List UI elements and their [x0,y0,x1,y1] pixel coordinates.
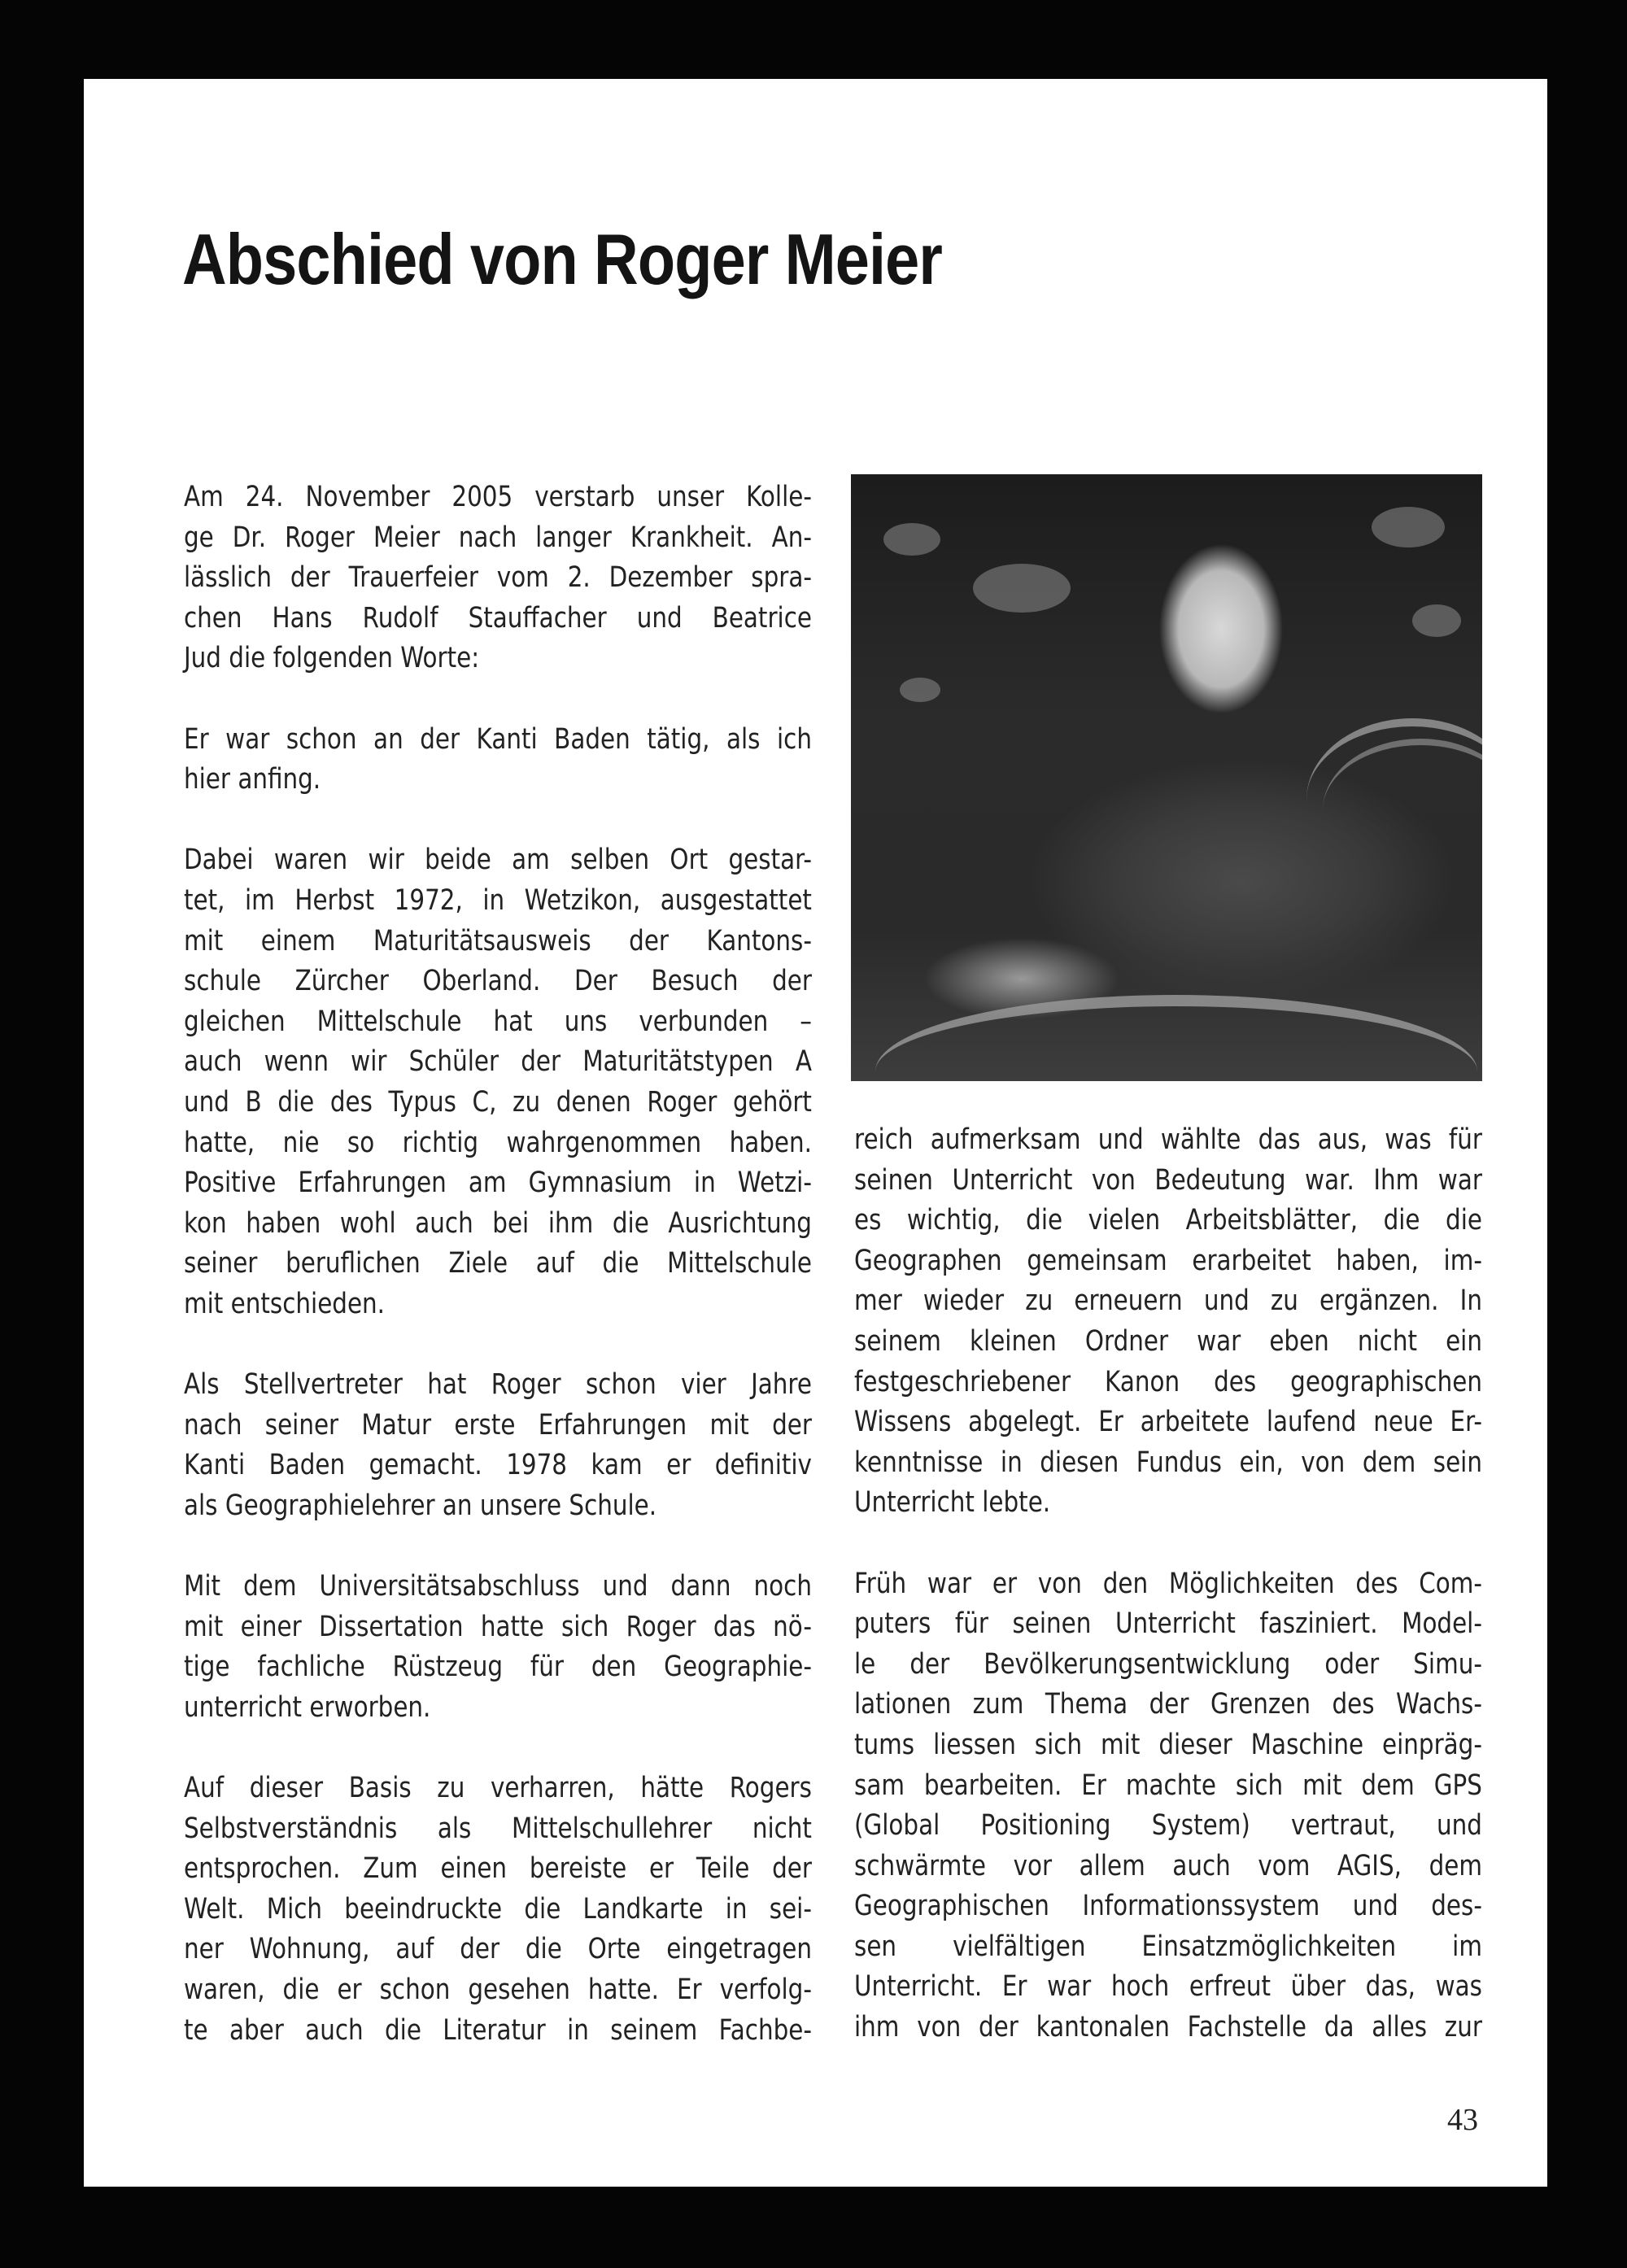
chair-armrest [875,995,1477,1071]
text-line: seiner beruflichen Ziele auf die Mittelschule [184,1247,812,1280]
paragraph [854,1564,1482,2048]
text-line: Unterricht. Er war hoch erfreut über das, was [854,1970,1482,2004]
text-line: mit entschieden. [184,1287,386,1320]
text-line: Positive Erfahrungen am Gymnasium in Wetzi- [184,1167,812,1200]
portrait-photo [851,474,1482,1081]
foliage-highlight [900,678,940,702]
paragraph-gap [184,1526,812,1567]
paragraph-gap [184,679,812,720]
text-line: ner Wohnung, auf der die Orte eingetragen [184,1933,812,1966]
text-line: schule Zürcher Oberland. Der Besuch der [184,965,812,998]
text-line: le der Bevölkerungsentwicklung oder Simu- [854,1647,1482,1681]
text-line: kon haben wohl auch bei ihm die Ausrichtung [184,1206,812,1240]
foliage-highlight [973,564,1071,613]
text-line: mer wieder zu erneuern und zu ergänzen. In [854,1284,1482,1318]
text-line: Geographischen Informationssystem und des- [854,1890,1482,1923]
paragraph-gap [184,1728,812,1769]
text-line: Dabei waren wir beide am selben Ort gestar- [184,844,812,877]
text-line: (Global Positioning System) vertraut, und [854,1809,1482,1843]
text-line: ihm von der kantonalen Fachstelle da alles zur [854,2011,1482,2044]
paragraph [184,720,812,800]
paragraph [854,1120,1482,1524]
article-title: Abschied von Roger Meier [182,219,942,299]
text-line: Mit dem Universitätsabschluss und dann noch [184,1570,812,1603]
text-line: Jud die folgenden Worte: [184,642,480,675]
text-line: tet, im Herbst 1972, in Wetzikon, ausgestattet [184,883,812,917]
right-text-column [854,1120,1482,2048]
text-line: Auf dieser Basis zu verharren, hätte Rogers [184,1772,812,1804]
text-line: auch wenn wir Schüler der Maturitätstypen A [184,1045,812,1079]
text-line: seinem kleinen Ordner war eben nicht ein [854,1324,1482,1358]
text-line: lässlich der Trauerfeier vom 2. Dezember spra- [184,561,812,595]
text-line: tums liessen sich mit dieser Maschine einpräg- [854,1728,1482,1761]
text-line: Wissens abgelegt. Er arbeitete laufend neue Er- [854,1406,1482,1439]
paragraph [184,478,812,679]
text-line: es wichtig, die vielen Arbeitsblätter, die die [854,1204,1482,1237]
text-line: Er war schon an der Kanti Baden tätig, als ich [184,722,812,756]
text-line: waren, die er schon gesehen hatte. Er verfolg- [184,1973,812,2006]
text-line: Unterricht lebte. [854,1486,1051,1520]
text-line: kenntnisse in diesen Fundus ein, von dem sein [854,1446,1482,1479]
foliage-highlight [883,523,940,556]
text-line: und B die des Typus C, zu denen Roger gehört [184,1085,812,1119]
document-page [84,79,1547,2187]
text-line: Selbstverständnis als Mittelschullehrer nicht [184,1812,812,1845]
text-line: festgeschriebener Kanon des geographischen [854,1365,1482,1398]
paragraph [184,1567,812,1728]
text-line: te aber auch die Literatur in seinem Fachbe- [184,2013,812,2047]
text-line: nach seiner Matur erste Erfahrungen mit der [184,1408,812,1441]
text-line: lationen zum Thema der Grenzen des Wachs- [854,1688,1482,1721]
text-line: schwärmte vor allem auch vom AGIS, dem [854,1849,1482,1882]
paragraph-gap [184,800,812,841]
paragraph-gap [854,1524,1482,1564]
text-line: mit einem Maturitätsausweis der Kantons- [184,924,812,957]
text-line: reich aufmerksam und wählte das aus, was für [854,1123,1482,1156]
foliage-highlight [1412,604,1461,637]
text-line: entsprochen. Zum einen bereiste er Teile der [184,1852,812,1886]
text-line: Kanti Baden gemacht. 1978 kam er definitiv [184,1449,812,1482]
text-line: chen Hans Rudolf Stauffacher und Beatrice [184,601,812,635]
paragraph-gap [184,1324,812,1365]
text-line: hatte, nie so richtig wahrgenommen haben. [184,1126,812,1159]
text-line: tige fachliche Rüstzeug für den Geographie- [184,1651,812,1684]
text-line: als Geographielehrer an unsere Schule. [184,1489,657,1522]
foliage-highlight [1372,507,1445,547]
left-text-column [184,478,812,2051]
page-number: 43 [1447,2103,1478,2137]
text-line: Früh war er von den Möglichkeiten des Com- [854,1567,1482,1600]
text-line: sam bearbeiten. Er machte sich mit dem GPS [854,1769,1482,1802]
text-line: seinen Unterricht von Bedeutung war. Ihm war [854,1163,1482,1197]
paragraph [184,1365,812,1526]
text-line: mit einer Dissertation hatte sich Roger das nö- [184,1610,812,1643]
text-line: puters für seinen Unterricht fasziniert. Model- [854,1607,1482,1641]
text-line: unterricht erworben. [184,1690,431,1724]
text-line: ge Dr. Roger Meier nach langer Krankheit. An- [184,521,812,554]
text-line: Geographen gemeinsam erarbeitet haben, im- [854,1244,1482,1277]
text-line: gleichen Mittelschule hat uns verbunden – [184,1005,812,1038]
text-line: sen vielfältigen Einsatzmöglichkeiten im [854,1930,1482,1963]
paragraph [184,840,812,1324]
text-line: Welt. Mich beeindruckte die Landkarte in sei- [184,1892,812,1926]
text-line: hier anfing. [184,763,321,796]
paragraph [184,1769,812,2051]
text-line: Am 24. November 2005 verstarb unser Kolle- [184,481,812,513]
text-line: Als Stellvertreter hat Roger schon vier Jahre [184,1368,812,1402]
